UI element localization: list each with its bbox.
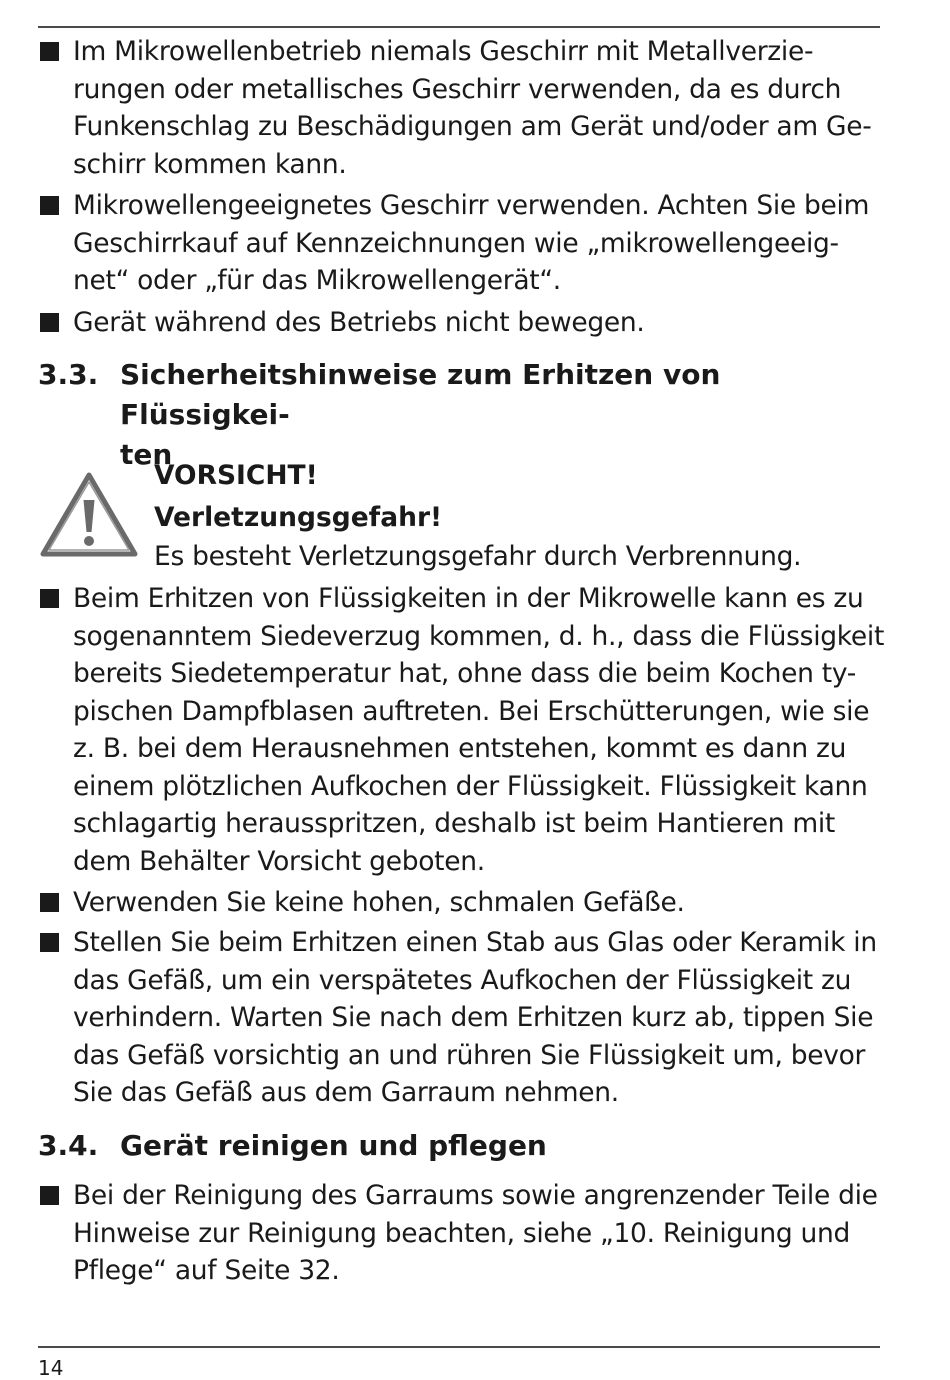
page-number: 14 (38, 1356, 64, 1380)
bullet-square-icon (40, 196, 59, 215)
list-item (40, 304, 885, 342)
bullet-square-icon (40, 313, 59, 332)
bullet-square-icon (40, 933, 59, 952)
bullet-text: Stellen Sie beim Erhitzen einen Stab aus Glas oder Keramik in das Gefäß, um ein verspätetes Aufkochen der Flüssigkeit zu verhindern. Warten Sie nach dem Erhitzen kurz ab, tippen Sie das Gefäß vorsichtig an und rühren Sie Flüssigkeit um, bevor Sie das Gefäß aus dem Garraum nehmen. (73, 927, 877, 1108)
list-item (40, 187, 885, 300)
section-number: 3.3. (38, 358, 99, 391)
section-heading-3-4 (38, 1126, 883, 1166)
list-item (40, 884, 885, 922)
section-title: Gerät reinigen und pflegen (120, 1129, 547, 1162)
section-title: Sicherheitshinweise zum Erhitzen von Flüssigkei- ten (120, 358, 721, 471)
top-rule (38, 26, 880, 28)
section-number: 3.4. (38, 1129, 99, 1162)
warning-signal-word: VORSICHT! (154, 460, 318, 491)
warning-text: Es besteht Verletzungsgefahr durch Verbrennung. (154, 541, 802, 572)
bullet-square-icon (40, 1186, 59, 1205)
list-item (40, 33, 885, 183)
list-item (40, 1177, 885, 1290)
bottom-rule (38, 1346, 880, 1348)
bullet-square-icon (40, 42, 59, 61)
bullet-square-icon (40, 893, 59, 912)
bullet-text: Im Mikrowellenbetrieb niemals Geschirr mit Metallverzie- rungen oder metallisches Geschirr verwenden, da es durch Funkenschlag zu Beschädigungen am Gerät und/oder am Ge- schirr kommen kann. (73, 36, 872, 180)
bullet-text: Beim Erhitzen von Flüssigkeiten in der Mikrowelle kann es zu sogenanntem Siedeverzug kommen, d. h., dass die Flüssigkeit bereits Siedetemperatur hat, ohne dass die beim Kochen ty- pischen Dampfblasen auftreten. Bei Erschütterungen, wie sie z. B. bei dem Herausnehmen entstehen, kommt es dann zu einem plötzlichen Aufkochen der Flüssigkeit. Flüssigkeit kann schlagartig herausspritzen, deshalb ist beim Hantieren mit dem Behälter Vorsicht geboten. (73, 583, 885, 877)
bullet-text: Mikrowellengeeignetes Geschirr verwenden. Achten Sie beim Geschirrkauf auf Kennzeichnungen wie „mikrowellengeeig- net“ oder „für das Mikrowellengerät“. (73, 190, 870, 296)
bullet-text: Verwenden Sie keine hohen, schmalen Gefäße. (73, 887, 685, 918)
warning-triangle-icon (38, 470, 140, 560)
warning-hazard: Verletzungsgefahr! (154, 502, 443, 533)
list-item (40, 580, 885, 880)
bullet-text: Bei der Reinigung des Garraums sowie angrenzender Teile die Hinweise zur Reinigung beachten, siehe „10. Reinigung und Pflege“ auf Seite 32. (73, 1180, 878, 1286)
bullet-text: Gerät während des Betriebs nicht bewegen. (73, 307, 645, 338)
list-item (40, 924, 885, 1112)
bullet-square-icon (40, 589, 59, 608)
